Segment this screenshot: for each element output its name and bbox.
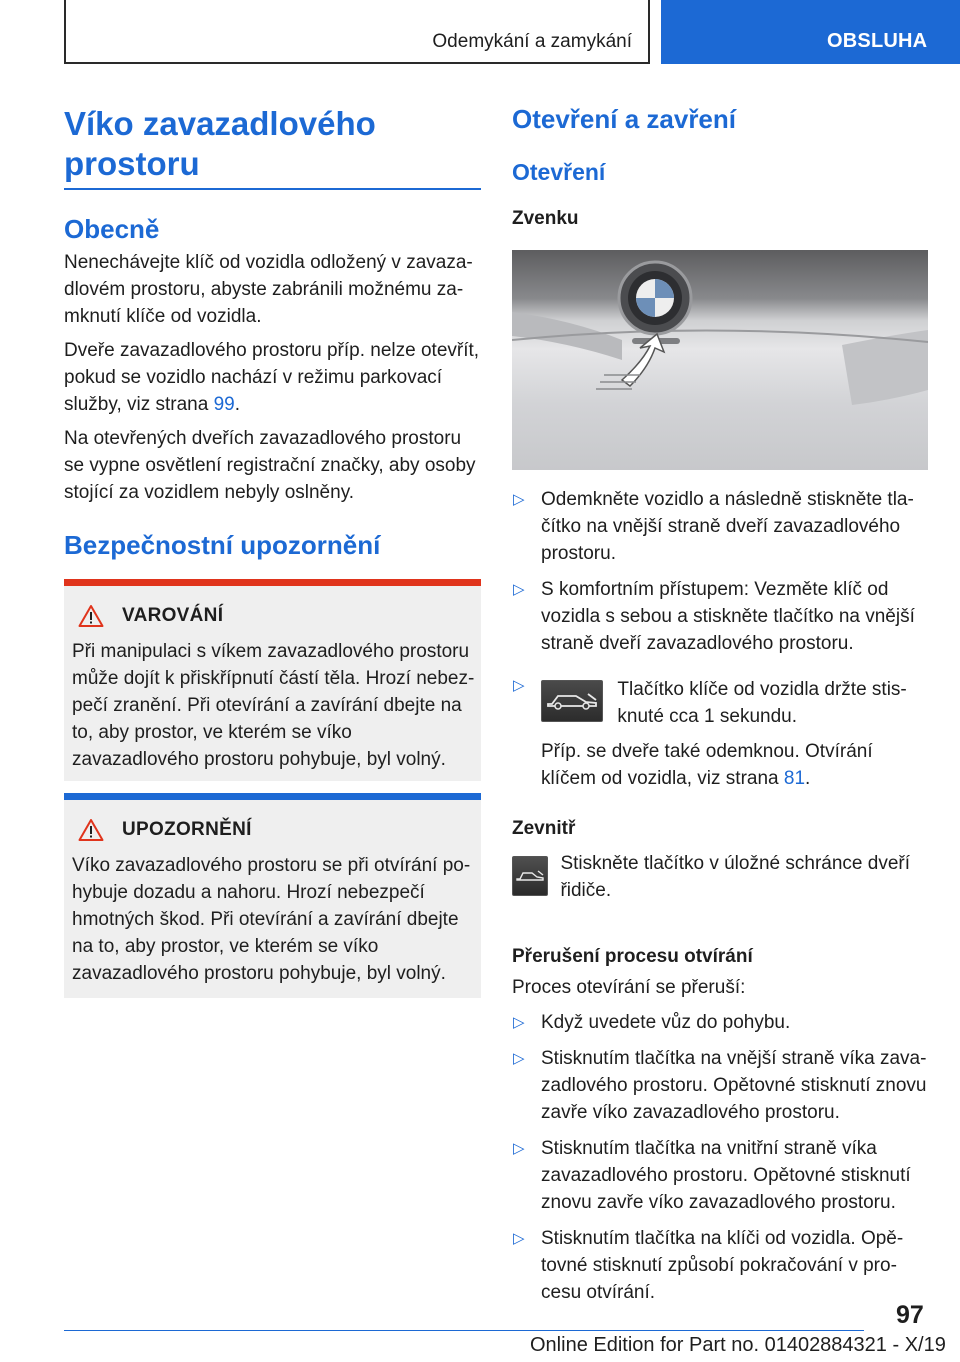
open-close-heading: Otevření a zavření <box>512 104 736 134</box>
header-section-box <box>64 0 650 64</box>
key-trunk-button-icon <box>541 680 603 722</box>
interrupt-bullets <box>512 1009 928 1306</box>
left-column <box>64 104 481 998</box>
interrupt-bullet-2-text: Stisknutím tlačítka na vnější straně víka zavazadlového prostoru. Opětovné stisknutí znovu zavře víko zavazadlového prostoru. <box>541 1048 927 1123</box>
outside-bullet-2 <box>512 576 928 657</box>
outside-bullet-1 <box>512 486 928 567</box>
notice-bar <box>64 793 481 800</box>
header-chapter-tab <box>661 0 960 64</box>
interrupt-heading: Přerušení procesu otvírání <box>512 946 753 967</box>
general-paragraph-1: Nenechávejte klíč od vozidla odložený v zavazadlovém prostoru, abyste zabránili možnému zamknutí klíče od vozidla. <box>64 252 473 327</box>
header-chapter-label: OBSLUHA <box>827 30 928 52</box>
inside-row <box>512 848 928 904</box>
page-link-99[interactable]: 99 <box>213 394 235 415</box>
general-paragraph-2 <box>64 337 481 418</box>
bullet-triangle-icon: ▷ <box>513 1050 525 1067</box>
key-bullet-text: Tlačítko klíče od vozidla držte stisknuté cca 1 sekundu. <box>617 679 907 727</box>
general-paragraph-3: Na otevřených dveřích zavazadlového prostoru se vypne osvětlení registrační značky, aby osoby stojící za vozidlem nebyly oslněny. <box>64 428 476 503</box>
page-title: Víko zavazadlového prostoru <box>64 104 481 190</box>
warning-triangle-icon <box>78 604 104 628</box>
header-section-title: Odemykání a zamykání <box>432 31 632 52</box>
trunk-illustration <box>512 250 928 470</box>
bullet-triangle-icon: ▷ <box>513 1014 525 1031</box>
notice-box <box>64 793 481 998</box>
outside-heading: Zvenku <box>512 208 579 229</box>
general-heading: Obecně <box>64 214 160 244</box>
notice-text: Víko zavazadlového prostoru se při otvírání pohybuje dozadu a nahoru. Hrozí nebezpečí hmotných škod. Při otevírání a zavírání dbejte na to, aby prostor, ve kterém se víko zavazadlového prostoru pohybuje, byl volný. <box>72 855 471 984</box>
interior-trunk-button-icon <box>512 856 548 896</box>
right-column <box>512 104 928 1306</box>
warning-title: VAROVÁNÍ <box>122 605 224 626</box>
bullet-triangle-icon: ▷ <box>513 581 525 598</box>
interrupt-bullet-4 <box>512 1225 928 1306</box>
key-bullet <box>512 676 928 792</box>
outside-bullet-2-text: S komfortním přístupem: Vezměte klíč od vozidla s sebou a stiskněte tlačítko na vnější straně dveří zavazadlového prostoru. <box>541 579 915 654</box>
bullet-triangle-icon: ▷ <box>513 677 525 694</box>
footer-edition <box>530 1334 946 1357</box>
bullet-triangle-icon: ▷ <box>513 491 525 508</box>
interrupt-bullet-3-text: Stisknutím tlačítka na vnitřní straně víka zavazadlového prostoru. Opětovné stisknutí znovu zavře víko zavazadlového prostoru. <box>541 1138 911 1213</box>
page-link-81[interactable]: 81 <box>783 768 806 789</box>
trunk-button-photo <box>512 250 928 470</box>
interrupt-bullet-2 <box>512 1045 928 1126</box>
bullet-triangle-icon: ▷ <box>513 1230 525 1247</box>
outside-bullets <box>512 486 928 657</box>
bullet-triangle-icon: ▷ <box>513 1140 525 1157</box>
warning-text: Při manipulaci s víkem zavazadlového prostoru může dojít k přiskřípnutí částí těla. Hrozí nebezpečí zranění. Při otevírání a zavírání dbejte na to, aby prostor, ve kterém se víko zavazadlového prostoru pohybuje, byl volný. <box>72 641 475 770</box>
inside-text: Stiskněte tlačítko v úložné schránce dveří řidiče. <box>560 853 910 901</box>
key-note-text: Příp. se dveře také odemknou. Otvírání klíčem od vozidla, viz strana <box>541 741 873 789</box>
key-note-end: . <box>805 768 811 789</box>
notice-triangle-icon <box>78 818 104 842</box>
interrupt-bullet-1-text: Když uvedete vůz do pohybu. <box>541 1012 791 1033</box>
notice-title: UPOZORNĚNÍ <box>122 819 252 840</box>
interrupt-bullet-3 <box>512 1135 928 1216</box>
key-note <box>541 738 928 792</box>
interrupt-bullet-1 <box>512 1009 928 1036</box>
interrupt-intro: Proces otevírání se přeruší: <box>512 977 746 998</box>
warning-box <box>64 579 481 781</box>
footer-rule <box>64 1330 864 1331</box>
outside-bullet-1-text: Odemkněte vozidlo a následně stiskněte tlačítko na vnější straně dveří zavazadlového prostoru. <box>541 489 914 564</box>
safety-heading: Bezpečnostní upozornění <box>64 530 381 560</box>
warning-bar <box>64 579 481 586</box>
inside-heading: Zevnitř <box>512 818 576 839</box>
interrupt-bullet-4-text: Stisknutím tlačítka na klíči od vozidla. Opětovné stisknutí způsobí pokračování v procesu otvírání. <box>541 1228 904 1303</box>
page-number: 97 <box>896 1301 924 1329</box>
open-heading: Otevření <box>512 159 606 185</box>
general-paragraph-2-end: . <box>234 394 241 415</box>
footer-edition-text: Online Edition for Part no. 01402884321 - X/19 <box>530 1334 946 1356</box>
general-paragraph-2-text: Dveře zavazadlového prostoru příp. nelze otevřít, pokud se vozidlo nachází v režimu parkovací služby, viz strana <box>64 340 480 415</box>
